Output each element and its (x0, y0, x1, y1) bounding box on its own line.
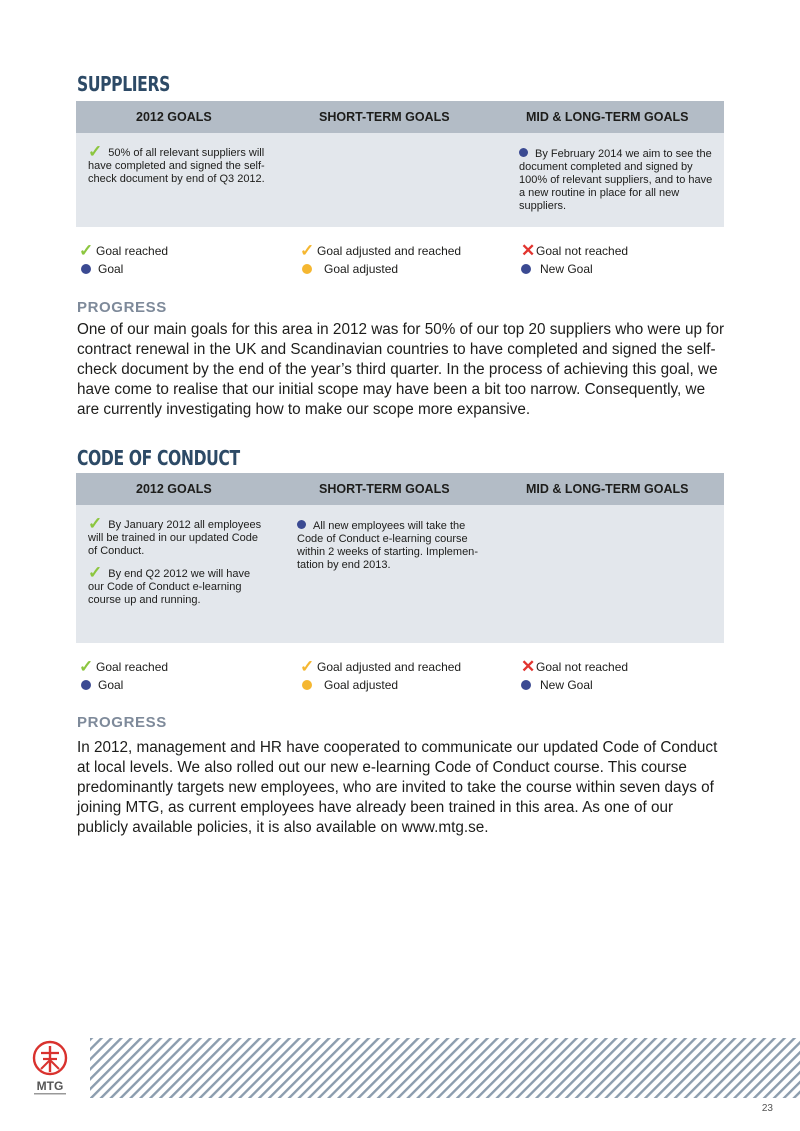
goal-item: ✓ By January 2012 all employees will be trained in our updated Code of Conduct. (88, 514, 262, 557)
decorative-stripes (90, 1038, 800, 1098)
legend-goal-adjusted-reached: ✓ Goal adjusted and reached (300, 241, 462, 260)
header-2012-goals: 2012 GOALS (136, 482, 212, 496)
progress-text: In 2012, management and HR have cooperated to communicate our updated Code of Conduct at local levels. We also rolled out our new e-learning Code of Conduct course. This course predominantly targets new employees, who are invited to take the course within seven days of joining MTG, as current employees have already been trained in this area. As one of our publicly available policies, it is also available on www.mtg.se. (77, 739, 718, 836)
check-icon: ✓ (300, 241, 315, 260)
cross-icon: ✕ (521, 657, 536, 676)
goal-item: All new employees will take the Code of Conduct e-learning course within 2 weeks of starting. Implementation by end 2013. (297, 520, 478, 571)
table-header (76, 101, 724, 133)
cell-2012-goals (88, 142, 278, 194)
check-icon: ✓ (88, 142, 103, 161)
cross-icon: ✕ (521, 241, 536, 260)
suppliers-goals-table (76, 101, 724, 227)
cell-short-term-goals (297, 520, 493, 580)
dot-icon (302, 264, 312, 274)
header-mid-long-term-goals: MID & LONG-TERM GOALS (526, 110, 689, 124)
dot-icon (81, 680, 91, 690)
logo-text: MTG (36, 1079, 64, 1093)
legend-goal: Goal (81, 262, 123, 276)
check-icon: ✓ (79, 657, 94, 676)
table-body (76, 505, 724, 643)
table-header (76, 473, 724, 505)
page-number: 23 (761, 1103, 773, 1114)
dot-icon (302, 680, 312, 690)
legend-new-goal: New Goal (521, 262, 593, 276)
mtg-logo (26, 1038, 74, 1098)
table-body (76, 133, 724, 227)
dot-icon (521, 680, 531, 690)
goal-item: ✓ By end Q2 2012 we will have our Code of Conduct e-learning course up and running. (88, 563, 251, 606)
check-icon: ✓ (79, 241, 94, 260)
section-title-code-of-conduct: CODE OF CONDUCT (77, 446, 240, 470)
progress-title: PROGRESS (77, 714, 167, 731)
header-short-term-goals: SHORT-TERM GOALS (319, 482, 450, 496)
progress-title: PROGRESS (77, 299, 167, 316)
dot-icon (297, 520, 306, 529)
legend-goal-adjusted: Goal adjusted (302, 262, 398, 276)
legend-goal-reached: ✓ Goal reached (79, 241, 169, 260)
header-mid-long-term-goals: MID & LONG-TERM GOALS (526, 482, 689, 496)
header-2012-goals: 2012 GOALS (136, 110, 212, 124)
legend-goal-reached: ✓ Goal reached (79, 657, 169, 676)
progress-text: One of our main goals for this area in 2012 was for 50% of our top 20 suppliers who were up for contract renewal in the UK and Scandinavian countries to have completed and signed the self-check document by the end of the year’s third quarter. In the process of achieving this goal, we have come to realise that our initial scope may have been a bit too narrow. Consequently, we are currently investigating how to make our scope more expansive. (77, 321, 725, 418)
header-short-term-goals: SHORT-TERM GOALS (319, 110, 450, 124)
goal-item: ✓ 50% of all relevant suppliers will have completed and signed the self-check document by end of Q3 2012. (88, 142, 265, 185)
legend-goal-adjusted: Goal adjusted (302, 678, 398, 692)
goal-item: By February 2014 we aim to see the document completed and signed by 100% of relevant suppliers, and to have a new routine in place for all new suppliers. (519, 148, 713, 212)
legend-new-goal: New Goal (521, 678, 593, 692)
legend (79, 241, 719, 281)
cell-2012-goals (88, 514, 268, 615)
section-title-suppliers: SUPPLIERS (77, 72, 170, 96)
dot-icon (81, 264, 91, 274)
check-icon: ✓ (88, 563, 103, 582)
check-icon: ✓ (300, 657, 315, 676)
legend-goal-not-reached: ✕ Goal not reached (521, 241, 629, 260)
check-icon: ✓ (88, 514, 103, 533)
code-of-conduct-goals-table (76, 473, 724, 643)
legend-goal-not-reached: ✕ Goal not reached (521, 657, 629, 676)
dot-icon (519, 148, 528, 157)
legend (79, 657, 719, 697)
cell-mid-long-term-goals (519, 148, 719, 221)
legend-goal-adjusted-reached: ✓ Goal adjusted and reached (300, 657, 462, 676)
legend-goal: Goal (81, 678, 123, 692)
dot-icon (521, 264, 531, 274)
